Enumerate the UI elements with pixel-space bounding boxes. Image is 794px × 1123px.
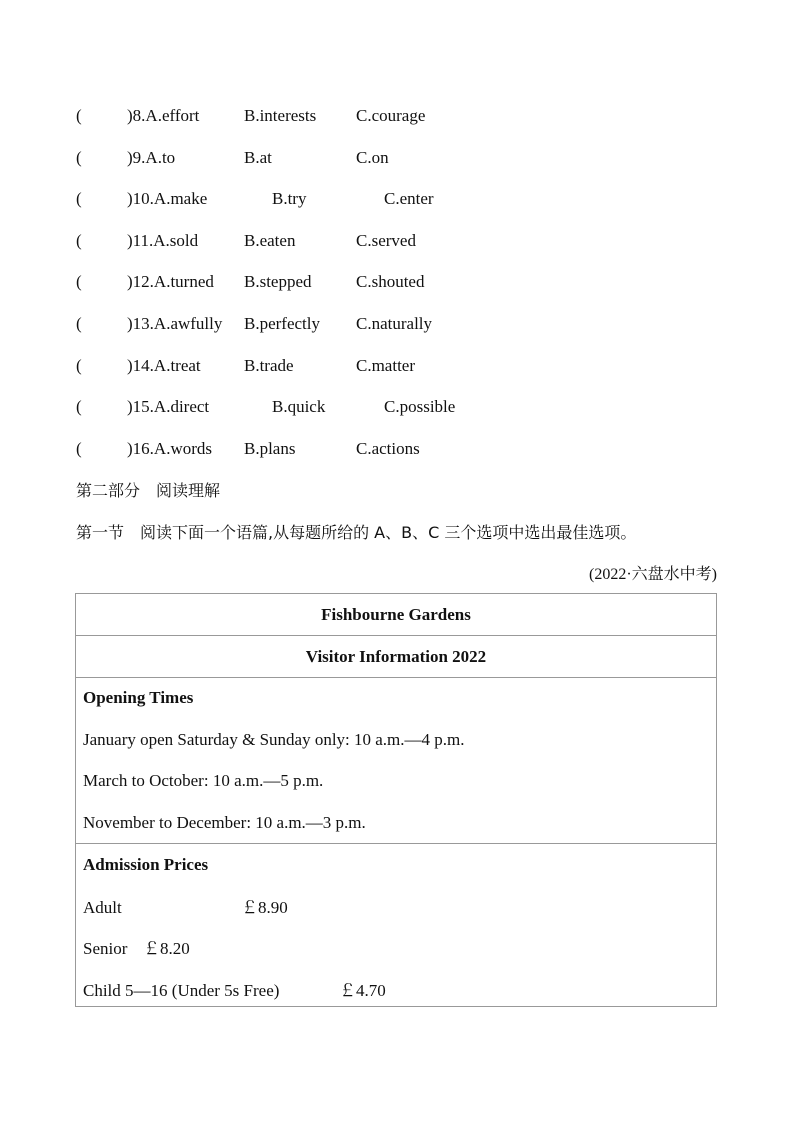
- answer-blank-open: (: [76, 397, 82, 416]
- admission-prices-section: [76, 844, 716, 1008]
- question-option-c: C.enter: [384, 189, 434, 208]
- question-option-b: B.perfectly: [244, 314, 320, 333]
- table-subtitle: Visitor Information 2022: [76, 636, 716, 678]
- question-option-b: B.trade: [244, 356, 294, 375]
- question-option-a: )13.A.awfully: [127, 314, 223, 333]
- opening-time-line: March to October: 10 a.m.—5 p.m.: [83, 771, 324, 790]
- price-value: ￡4.70: [339, 981, 386, 1000]
- question-option-a: )15.A.direct: [127, 397, 210, 416]
- question-option-c: C.possible: [384, 397, 456, 416]
- question-option-b: B.eaten: [244, 231, 296, 250]
- question-option-b: B.stepped: [244, 272, 312, 291]
- answer-blank-open: (: [76, 314, 82, 333]
- question-option-c: C.courage: [356, 106, 426, 125]
- question-option-c: C.naturally: [356, 314, 433, 333]
- question-option-b: B.quick: [272, 397, 326, 416]
- opening-time-line: November to December: 10 a.m.—3 p.m.: [83, 813, 366, 832]
- question-option-a: )10.A.make: [127, 189, 208, 208]
- opening-times-section: [76, 678, 716, 844]
- question-option-b: B.try: [272, 189, 307, 208]
- price-row: [83, 938, 383, 960]
- question-option-b: B.plans: [244, 439, 296, 458]
- answer-blank-open: (: [76, 272, 82, 291]
- question-option-a: )8.A.effort: [127, 106, 200, 125]
- answer-blank-open: (: [76, 231, 82, 250]
- question-option-c: C.shouted: [356, 272, 425, 291]
- question-option-c: C.actions: [356, 439, 420, 458]
- price-value: ￡8.20: [143, 939, 190, 958]
- price-row: [83, 897, 383, 919]
- part-heading: 第二部分 阅读理解: [76, 481, 221, 500]
- question-option-b: B.interests: [244, 106, 317, 125]
- question-option-b: B.at: [244, 148, 272, 167]
- price-label: Child 5—16 (Under 5s Free): [83, 981, 280, 1000]
- question-option-c: C.matter: [356, 356, 416, 375]
- answer-blank-open: (: [76, 439, 82, 458]
- price-row: [83, 980, 403, 1002]
- question-option-a: )9.A.to: [127, 148, 176, 167]
- question-option-c: C.on: [356, 148, 389, 167]
- table-title: Fishbourne Gardens: [76, 594, 716, 636]
- question-option-a: )14.A.treat: [127, 356, 201, 375]
- opening-times-heading: Opening Times: [83, 688, 194, 707]
- price-label: Senior: [83, 939, 128, 958]
- answer-blank-open: (: [76, 189, 82, 208]
- answer-blank-open: (: [76, 148, 82, 167]
- question-option-a: )11.A.sold: [127, 231, 199, 250]
- opening-time-line: January open Saturday & Sunday only: 10 a.m.—4 p.m.: [83, 730, 465, 749]
- question-option-c: C.served: [356, 231, 416, 250]
- section-instruction: 第一节 阅读下面一个语篇,从每题所给的 A、B、C 三个选项中选出最佳选项。: [76, 523, 637, 542]
- price-value: ￡8.90: [241, 898, 288, 917]
- visitor-info-table: [75, 593, 717, 1007]
- admission-prices-heading: Admission Prices: [83, 855, 209, 874]
- question-option-a: )16.A.words: [127, 439, 212, 458]
- answer-blank-open: (: [76, 356, 82, 375]
- price-label: Adult: [83, 898, 122, 917]
- answer-blank-open: (: [76, 106, 82, 125]
- question-option-a: )12.A.turned: [127, 272, 214, 291]
- source-citation: (2022·六盘水中考): [589, 566, 717, 583]
